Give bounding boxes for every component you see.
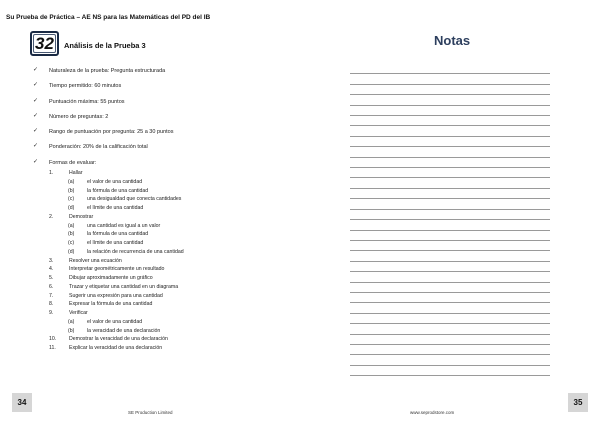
evaluation-item <box>49 345 329 354</box>
note-line <box>350 199 550 209</box>
checkmark-icon: ✓ <box>33 112 39 119</box>
section-title: Análisis de la Prueba 3 <box>64 41 146 50</box>
section-number-badge <box>30 31 59 56</box>
item-text: Trazar y etiquetar una cantidad en un diagrama <box>69 283 179 290</box>
left-page-number: 34 <box>12 393 32 412</box>
notes-lines <box>350 64 550 376</box>
evaluation-item <box>49 266 329 275</box>
evaluation-item <box>49 170 329 179</box>
item-text: Verificar <box>69 310 88 316</box>
item-number: 7. <box>49 292 54 299</box>
note-line <box>350 335 550 345</box>
right-page-number: 35 <box>568 393 588 412</box>
item-number: 2. <box>49 213 54 220</box>
item-text: Sugerir una expresión para una cantidad <box>69 292 163 299</box>
item-text: Expresar la fórmula de una cantidad <box>69 301 153 308</box>
item-text: Hallar <box>69 170 83 176</box>
evaluation-subitem <box>49 205 329 214</box>
item-text: Dibujar aproximadamente un gráfico <box>69 275 153 281</box>
note-line <box>350 324 550 334</box>
evaluation-subitem <box>49 249 329 258</box>
evaluation-subitem <box>49 188 329 197</box>
subitem-letter: (b) <box>68 187 75 194</box>
note-line <box>350 293 550 303</box>
evaluation-subitem <box>49 231 329 240</box>
note-line <box>350 116 550 126</box>
note-line <box>350 272 550 282</box>
evaluation-subitem <box>49 240 329 249</box>
note-line <box>350 231 550 241</box>
item-text: el límite de una cantidad <box>87 240 144 246</box>
note-line <box>350 345 550 355</box>
item-text: el límite de una cantidad <box>87 205 144 211</box>
checklist-item: ✓ Ponderación: 20% de la calificación total <box>33 143 148 151</box>
checklist-item: ✓ Tiempo permitido: 60 minutos <box>33 82 122 90</box>
checklist-item: ✓ Número de preguntas: 2 <box>33 112 109 120</box>
evaluation-list <box>49 170 329 354</box>
checkmark-icon: ✓ <box>33 97 39 104</box>
item-text: Interpretar geométricamente un resultado <box>69 266 165 273</box>
item-text: la relación de recurrencia de una cantidad <box>87 248 184 255</box>
item-number: 6. <box>49 283 54 290</box>
item-text: Demostrar la veracidad de una declaración <box>69 336 168 343</box>
note-line <box>350 303 550 313</box>
item-number: 8. <box>49 301 54 308</box>
note-line <box>350 314 550 324</box>
checkmark-icon: ✓ <box>33 82 39 89</box>
subitem-letter: (c) <box>68 240 75 246</box>
item-text: Resolver una ecuación <box>69 257 122 264</box>
note-line <box>350 158 550 168</box>
item-text: el valor de una cantidad <box>87 178 143 185</box>
evaluation-subitem <box>49 328 329 337</box>
evaluation-subitem <box>49 196 329 205</box>
subitem-letter: (d) <box>68 248 75 255</box>
item-text: una cantidad es igual a un valor <box>87 222 161 229</box>
subitem-letter: (a) <box>68 222 75 229</box>
evaluation-subitem <box>49 179 329 188</box>
evaluation-subitem <box>49 223 329 232</box>
evaluation-item <box>49 301 329 310</box>
item-text: la fórmula de una cantidad <box>87 231 149 238</box>
note-line <box>350 126 550 136</box>
note-line <box>350 137 550 147</box>
checkmark-icon: ✓ <box>33 158 39 165</box>
note-line <box>350 251 550 261</box>
note-line <box>350 147 550 157</box>
note-line <box>350 178 550 188</box>
item-text: Demostrar <box>69 213 94 220</box>
subitem-letter: (d) <box>68 205 75 211</box>
item-text: una desigualdad que conecta cantidades <box>87 196 182 203</box>
evaluation-item <box>49 284 329 293</box>
checklist-item: ✓ Naturaleza de la prueba: Pregunta estructurada <box>33 67 166 74</box>
item-text: la veracidad de una declaración <box>87 327 161 334</box>
item-text: Explicar la veracidad de una declaración <box>69 345 163 351</box>
note-line <box>350 106 550 116</box>
note-line <box>350 355 550 365</box>
checkmark-icon: ✓ <box>33 143 39 150</box>
checklist-item: ✓ Puntuación máxima: 55 puntos <box>33 97 125 105</box>
evaluation-item <box>49 293 329 302</box>
item-text: el valor de una cantidad <box>87 318 143 325</box>
note-line <box>350 241 550 251</box>
note-line <box>350 95 550 105</box>
checkmark-icon: ✓ <box>33 128 39 135</box>
item-number: 4. <box>49 266 54 273</box>
subitem-letter: (a) <box>68 318 75 325</box>
publisher-name: SE Production Limited <box>128 410 173 415</box>
evaluation-item <box>49 258 329 267</box>
note-line <box>350 262 550 272</box>
note-line <box>350 189 550 199</box>
item-text: la fórmula de una cantidad <box>87 187 149 194</box>
note-line <box>350 64 550 74</box>
evaluation-item <box>49 336 329 345</box>
item-number: 3. <box>49 257 54 264</box>
evaluation-subitem <box>49 319 329 328</box>
checklist-item: ✓ Rango de puntuación por pregunta: 25 a 30 puntos <box>33 128 174 136</box>
subitem-letter: (a) <box>68 178 75 185</box>
note-line <box>350 210 550 220</box>
item-number: 11. <box>49 345 56 351</box>
subitem-letter: (b) <box>68 231 75 238</box>
note-line <box>350 283 550 293</box>
notes-title: Notas <box>434 33 471 48</box>
website-link[interactable]: www.seprodstore.com <box>410 410 455 415</box>
note-line <box>350 74 550 84</box>
item-number: 9. <box>49 310 54 316</box>
evaluation-item <box>49 310 329 319</box>
checklist-item: ✓ Formas de evaluar: <box>33 158 97 166</box>
evaluation-item <box>49 275 329 284</box>
item-number: 5. <box>49 275 54 281</box>
checkmark-icon: ✓ <box>33 67 39 73</box>
page-header: Su Prueba de Práctica – AE NS para las Matemáticas del PD del IB <box>6 14 211 21</box>
note-line <box>350 168 550 178</box>
item-number: 10. <box>49 336 57 343</box>
evaluation-item <box>49 214 329 223</box>
subitem-letter: (c) <box>68 196 75 203</box>
section-number: 32 <box>33 34 56 53</box>
item-number: 1. <box>49 170 54 176</box>
note-line <box>350 85 550 95</box>
subitem-letter: (b) <box>68 327 75 334</box>
checklist <box>33 68 323 175</box>
note-line <box>350 366 550 376</box>
note-line <box>350 220 550 230</box>
